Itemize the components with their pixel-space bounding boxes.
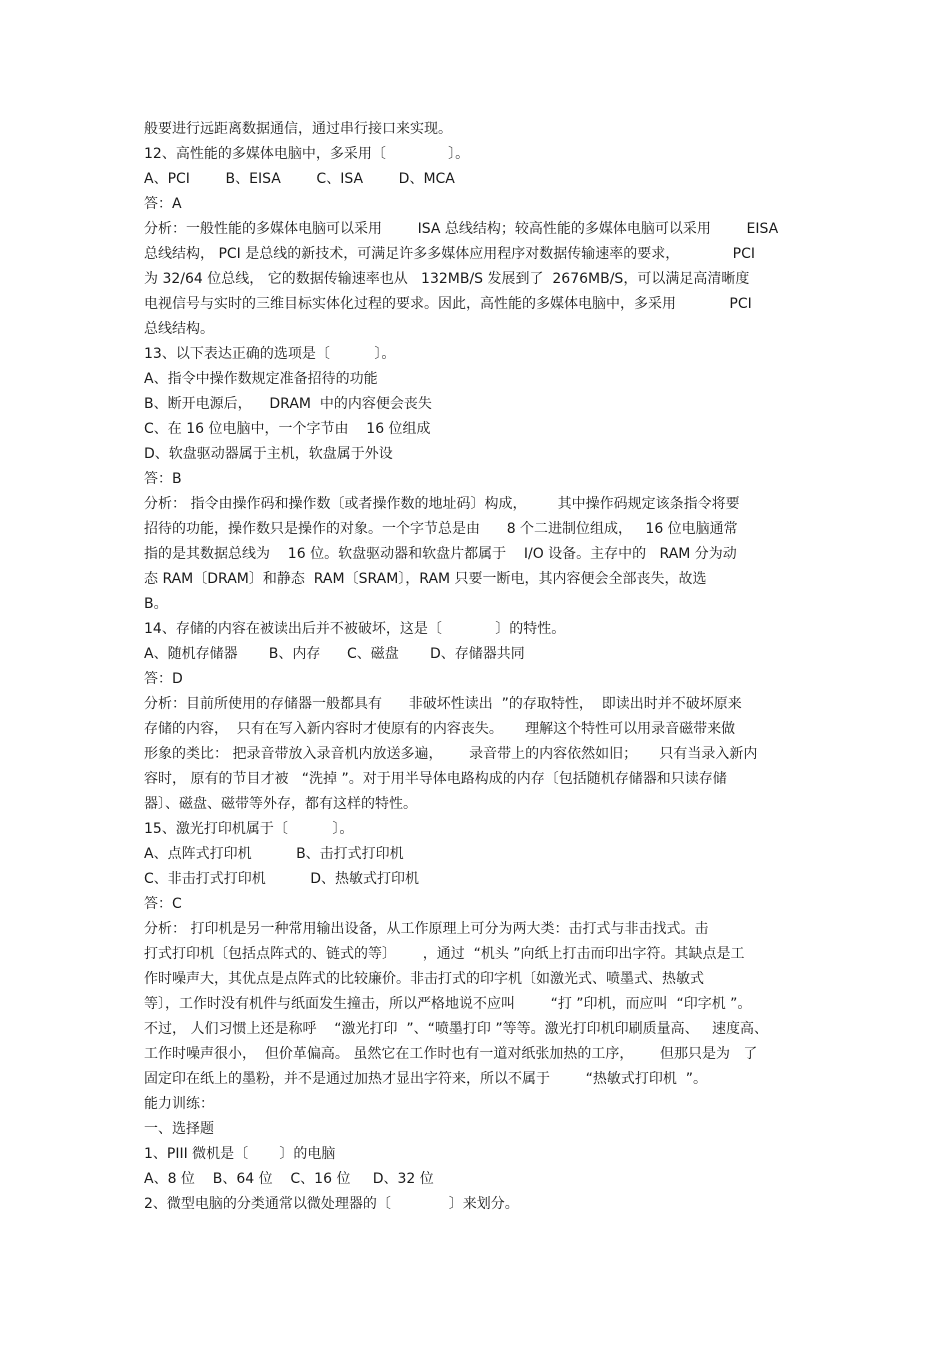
text-line: A、PCI B、EISA C、ISA D、MCA <box>144 171 455 187</box>
text-line: 存储的内容， 只有在写入新内容时才使原有的内容丧失。 理解这个特性可以用录音磁带来做 <box>144 721 736 737</box>
text-line: 般要进行远距离数据通信，通过串行接口来实现。 <box>144 121 452 137</box>
text-line: 固定印在纸上的墨粉，并不是通过加热才显出字符来，所以不属于 “热敏式打印机 ”。 <box>144 1071 708 1087</box>
text-line: 答：D <box>144 671 183 687</box>
text-line: 1、PIII 微机是〔 〕的电脑 <box>144 1146 336 1162</box>
text-line: 电视信号与实时的三维目标实体化过程的要求。因此，高性能的多媒体电脑中，多采用 PCI <box>144 296 752 312</box>
text-line: 答：B <box>144 471 182 487</box>
text-line: B、断开电源后， DRAM 中的内容便会丧失 <box>144 396 432 412</box>
text-line: 等〕，工作时没有机件与纸面发生撞击，所以严格地说不应叫 “打 ”印机，而应叫 “印字机 ”。 <box>144 996 752 1012</box>
text-line: 为 32/64 位总线， 它的数据传输速率也从 132MB/S 发展到了 2676MB/S，可以满足高清晰度 <box>144 271 750 287</box>
text-line: 形象的类比： 把录音带放入录音机内放送多遍， 录音带上的内容依然如旧； 只有当录入新内 <box>144 746 758 762</box>
text-line: 分析：一般性能的多媒体电脑可以采用 ISA 总线结构；较高性能的多媒体电脑可以采用 EISA <box>144 221 779 237</box>
text-line: 15、激光打印机属于〔 〕。 <box>144 821 354 837</box>
text-line: A、点阵式打印机 B、击打式打印机 <box>144 846 404 862</box>
text-line: 14、存储的内容在被读出后并不被破坏，这是〔 〕的特性。 <box>144 621 566 637</box>
text-line: B。 <box>144 596 168 612</box>
text-line: 分析： 指令由操作码和操作数〔或者操作数的地址码〕构成， 其中操作码规定该条指令将要 <box>144 496 740 512</box>
text-line: 一、选择题 <box>144 1121 214 1137</box>
text-line: 答：A <box>144 196 182 212</box>
text-line: 招待的功能，操作数只是操作的对象。一个字节总是由 8 个二进制位组成， 16 位电脑通常 <box>144 521 738 537</box>
text-line: C、非击打式打印机 D、热敏式打印机 <box>144 871 420 887</box>
text-line: 器〕、磁盘、磁带等外存，都有这样的特性。 <box>144 796 417 812</box>
document-body <box>144 117 814 1217</box>
text-line: 分析： 打印机是另一种常用输出设备，从工作原理上可分为两大类：击打式与非击找式。击 <box>144 921 709 937</box>
text-line: 2、微型电脑的分类通常以微处理器的〔 〕来划分。 <box>144 1196 519 1212</box>
text-line: D、软盘驱动器属于主机，软盘属于外设 <box>144 446 393 462</box>
text-line: 12、高性能的多媒体电脑中，多采用〔 〕。 <box>144 146 470 162</box>
text-line: 不过， 人们习惯上还是称呼 “激光打印 ”、“喷墨打印 ”等等。激光打印机印刷质量高、 速度高、 <box>144 1021 768 1037</box>
text-line: 总线结构， PCI 是总线的新技术，可满足许多多媒体应用程序对数据传输速率的要求， PCI <box>144 246 755 262</box>
text-line: 指的是其数据总线为 16 位。软盘驱动器和软盘片都属于 I/O 设备。主存中的 RAM 分为动 <box>144 546 737 562</box>
text-line: 13、以下表达正确的选项是〔 〕。 <box>144 346 396 362</box>
text-line: 态 RAM〔DRAM〕和静态 RAM〔SRAM〕，RAM 只要一断电，其内容便会全部丧失，故选 <box>144 571 707 587</box>
text-line: 打式打印机〔包括点阵式的、链式的等〕 ，通过 “机头 ”向纸上打击而印出字符。其缺点是工 <box>144 946 745 962</box>
text-line: 作时噪声大，其优点是点阵式的比较廉价。非击打式的印字机〔如激光式、喷墨式、热敏式 <box>144 971 704 987</box>
text-line: 容时， 原有的节目才被 “洗掉 ”。对于用半导体电路构成的内存〔包括随机存储器和只读存储 <box>144 771 727 787</box>
text-line: A、8 位 B、64 位 C、16 位 D、32 位 <box>144 1171 434 1187</box>
text-line: 总线结构。 <box>144 321 214 337</box>
text-line: 能力训练： <box>144 1096 214 1112</box>
text-line: A、指令中操作数规定准备招待的功能 <box>144 371 378 387</box>
text-line: 工作时噪声很小， 但价革偏高。 虽然它在工作时也有一道对纸张加热的工序， 但那只是为 了 <box>144 1046 758 1062</box>
text-line: A、随机存储器 B、内存 C、磁盘 D、存储器共同 <box>144 646 525 662</box>
text-line: C、在 16 位电脑中，一个字节由 16 位组成 <box>144 421 431 437</box>
text-line: 答：C <box>144 896 182 912</box>
text-line: 分析：目前所使用的存储器一般都具有 非破坏性读出 ”的存取特性， 即读出时并不破坏原来 <box>144 696 742 712</box>
